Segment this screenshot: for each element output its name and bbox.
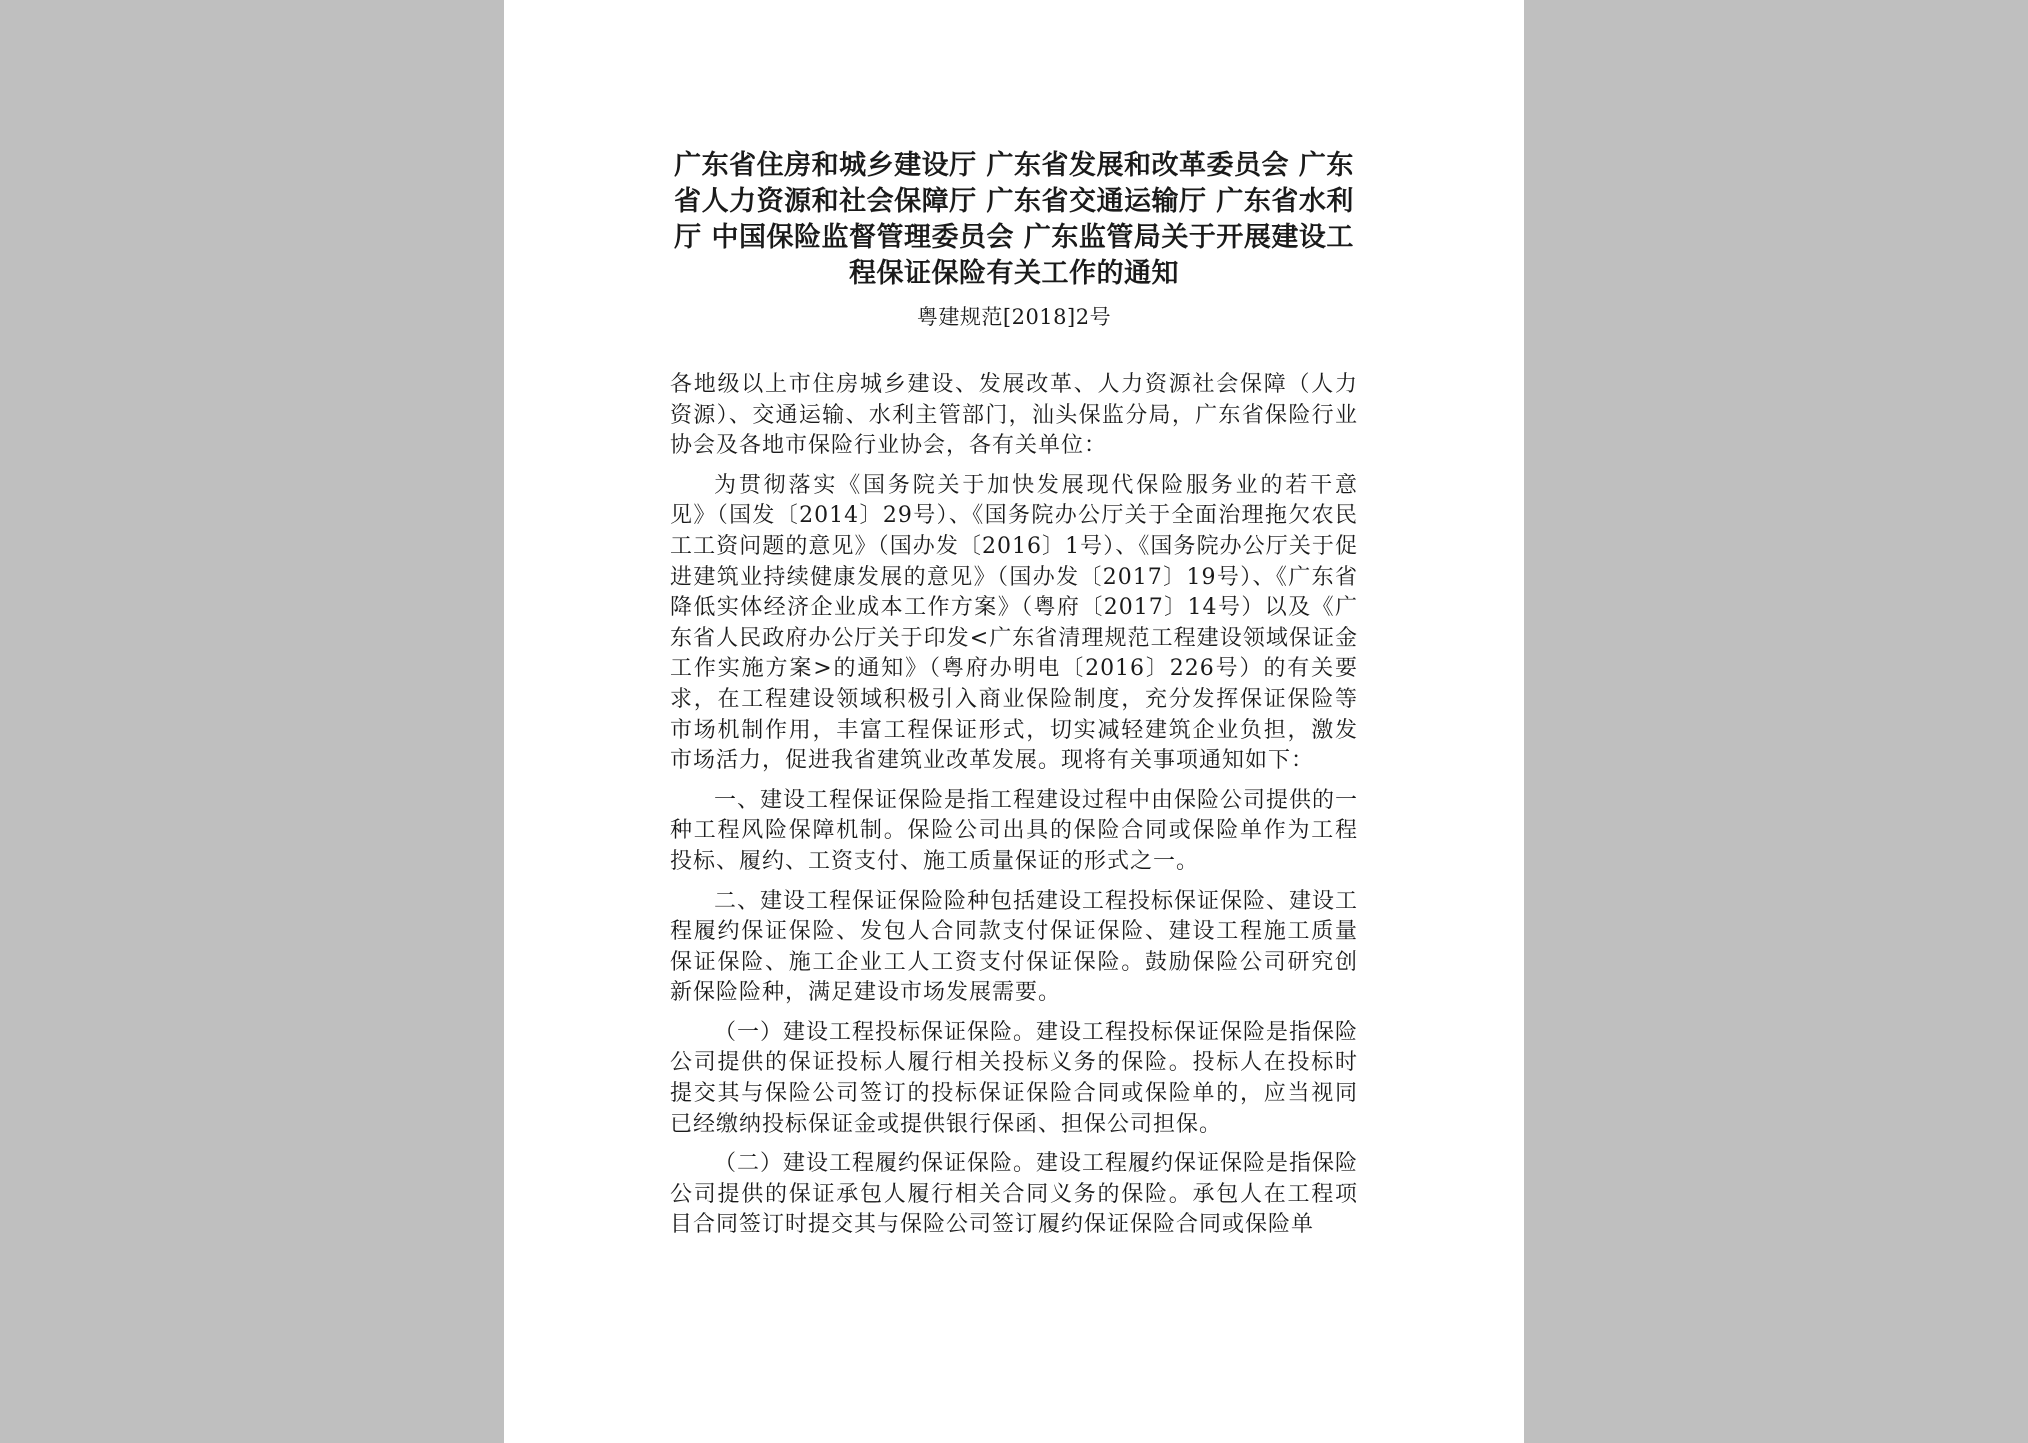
document-body	[670, 370, 1358, 1241]
document-page	[504, 0, 1524, 1443]
document-number: 粤建规范[2018]2号	[916, 305, 1112, 329]
recipients-paragraph: 各地级以上市住房城乡建设、发展改革、人力资源社会保障（人力资源）、交通运输、水利主管部门，汕头保监分局，广东省保险行业协会及各地市保险行业协会，各有关单位：	[670, 372, 1358, 459]
body-paragraph: 为贯彻落实《国务院关于加快发展现代保险服务业的若干意见》（国发〔2014〕29号）、《国务院办公厅关于全面治理拖欠农民工工资问题的意见》（国办发〔2016〕1号）、《国务院办公厅关于促进建筑业持续健康发展的意见》（国办发〔2017〕19号）、《广东省降低实体经济企业成本工作方案》（粤府〔2017〕14号）以及《广东省人民政府办公厅关于印发<广东省清理规范工程建设领域保证金工作实施方案>的通知》（粤府办明电〔2016〕226号）的有关要求，在工程建设领域积极引入商业保险制度，充分发挥保证保险等市场机制作用，丰富工程保证形式，切实减轻建筑企业负担，激发市场活力，促进我省建筑业改革发展。现将有关事项通知如下：	[670, 472, 1358, 774]
body-paragraph: （一）建设工程投标保证保险。建设工程投标保证保险是指保险公司提供的保证投标人履行相关投标义务的保险。投标人在投标时提交其与保险公司签订的投标保证保险合同或保险单的，应当视同已经缴纳投标保证金或提供银行保函、担保公司担保。	[670, 1019, 1359, 1137]
document-title: 广东省住房和城乡建设厅 广东省发展和改革委员会 广东省人力资源和社会保障厅 广东省交通运输厅 广东省水利厅 中国保险监督管理委员会 广东监管局关于开展建设工程保证保险有关工作的通知	[674, 150, 1354, 289]
body-paragraph: 一、建设工程保证保险是指工程建设过程中由保险公司提供的一种工程风险保障机制。保险公司出具的保险合同或保险单作为工程投标、履约、工资支付、施工质量保证的形式之一。	[670, 787, 1359, 874]
body-paragraph: 二、建设工程保证保险险种包括建设工程投标保证保险、建设工程履约保证保险、发包人合同款支付保证保险、建设工程施工质量保证保险、施工企业工人工资支付保证保险。鼓励保险公司研究创新保险险种，满足建设市场发展需要。	[670, 888, 1359, 1006]
body-paragraph: （二）建设工程履约保证保险。建设工程履约保证保险是指保险公司提供的保证承包人履行相关合同义务的保险。承包人在工程项目合同签订时提交其与保险公司签订履约保证保险合同或保险单	[670, 1151, 1359, 1238]
